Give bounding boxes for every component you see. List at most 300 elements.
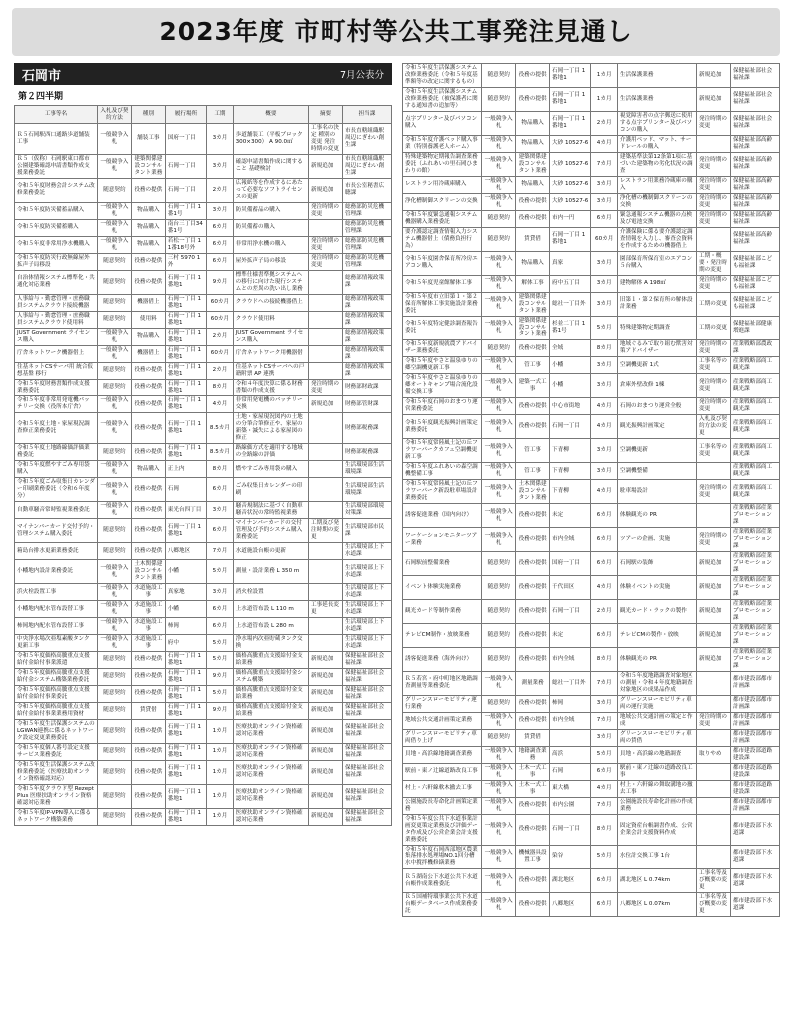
table-cell: 一般競争入札 [482, 152, 516, 176]
table-cell: 小幡 [550, 357, 591, 374]
table-cell: 9カ月 [207, 668, 233, 685]
table-cell: 介護保険に係る要介護認定調査情報を入力し、審査会資料を作成するための機器借上 [617, 227, 696, 251]
table-cell: 1カ月 [207, 808, 233, 825]
table-cell: 舗装工事 [131, 124, 165, 155]
table-cell: 8カ月 [207, 379, 233, 396]
table-cell: 一般競争入札 [482, 528, 516, 552]
table-cell: 測量業務 [516, 671, 550, 695]
table-cell [309, 345, 343, 362]
table-cell: 総務部防災危機管理課 [342, 202, 391, 219]
table-cell: 若松一丁目 11番18号外 [165, 236, 206, 253]
table-cell: 役務の提供 [516, 623, 550, 647]
column-header: 工期 [207, 106, 233, 124]
table-cell: 一般競争入札 [482, 357, 516, 374]
table-cell: 4カ月 [207, 396, 233, 413]
table-cell: 役務の提供 [131, 743, 165, 760]
table-cell: 一般競争入札 [482, 814, 516, 845]
table-cell: 新規追加 [309, 685, 343, 702]
right-column [402, 63, 780, 1018]
table-cell: 役務の提供 [516, 647, 550, 671]
table-cell: 水道施設工事 [131, 584, 165, 601]
table-cell: 石岡一丁目 1番地1 [165, 362, 206, 379]
table-cell: 石岡一丁目 1番地1 [165, 668, 206, 685]
table-cell: 保健福祉部高齢福祉課 [730, 210, 779, 227]
table-cell: 石岡一丁目 1番地1 [165, 379, 206, 396]
table-cell: 大砂 10527-6 [550, 152, 591, 176]
table-cell: 地籍調査業務 [516, 746, 550, 763]
table-cell: 石岡一丁目 1番地1 [165, 311, 206, 328]
table-cell: グリーンスローモビリティ車両借り上げ [403, 729, 482, 746]
table-cell: 保健福祉部健康増進課 [730, 316, 779, 340]
table-cell: 新規追加 [309, 668, 343, 685]
table-cell: 新規追加 [309, 784, 343, 808]
table-cell: Ｒ５湖南公下水道公共下水道台帳作成業務委託 [403, 869, 482, 893]
table-cell: クラウド使用料 [233, 311, 308, 328]
table-cell: 発注時期の変更 [309, 202, 343, 219]
table-row [403, 227, 780, 251]
table-cell: 新規追加 [309, 760, 343, 784]
table-cell: 中央浄水場次亜塩素酸タンク更新工事 [15, 635, 98, 652]
table-cell: 令和５年度非常用発電機バッテリー交換（役所本庁舎） [15, 396, 98, 413]
table-cell: 令和５年度石岡のおまつり運営業務委託 [403, 398, 482, 415]
table-cell: 産業戦略部商工観光課 [730, 480, 779, 504]
table-cell: 賃貸借 [516, 227, 550, 251]
table-cell [309, 294, 343, 311]
table-cell: 新規追加 [309, 396, 343, 413]
table-cell: 生活保護業務 [617, 87, 696, 111]
table-cell: 令和５年度価格高騰重点支援給付金給付事業業務用資材 [15, 702, 98, 719]
table-cell: 東光台四丁目 [165, 502, 206, 519]
table-cell: 南台三丁目34番1号 [165, 219, 206, 236]
table-cell: 非常用発電機のバッテリー交換 [233, 396, 308, 413]
table-row [403, 135, 780, 152]
table-cell: 国府一丁目 [550, 552, 591, 576]
table-cell [550, 729, 591, 746]
column-header: 履行場所 [165, 106, 206, 124]
table-cell: 石岡一丁目 1番地1 [165, 294, 206, 311]
table-cell: 体験イベントの実施 [617, 576, 696, 600]
table-cell: 3カ月 [207, 502, 233, 519]
table-row [15, 652, 392, 669]
city-header [14, 63, 392, 85]
table-cell [697, 504, 731, 528]
table-cell: 保健福祉部社会福祉課 [342, 652, 391, 669]
table-cell: 1カ月 [591, 87, 617, 111]
table-cell: マイナンバーカードの交付管理及び予約システム購入業務委託 [233, 519, 308, 543]
table-cell: 保健福祉部社会福祉課 [342, 685, 391, 702]
table-cell [309, 584, 343, 601]
table-cell: 生活環境部上下水道課 [342, 560, 391, 584]
table-cell: 駅前・東ノ辻線道路改良工事 [403, 763, 482, 780]
table-cell: 物品購入 [131, 328, 165, 345]
table-cell: 一般競争入札 [482, 135, 516, 152]
table-row [15, 154, 392, 178]
table-cell: 一般競争入札 [482, 111, 516, 135]
table-cell: 一般競争入札 [482, 845, 516, 869]
table-cell: 役務の提供 [516, 504, 550, 528]
table-cell: 市内全域 [550, 712, 591, 729]
table-cell: 発注時期の変更 [697, 111, 731, 135]
table-cell: 3カ月 [591, 439, 617, 463]
table-cell: 浜火栓設置工事 [15, 584, 98, 601]
table-cell: 一般競争入札 [97, 202, 131, 219]
table-cell: 水道施設工事 [131, 635, 165, 652]
table-cell: 随意契約 [482, 576, 516, 600]
table-cell: 工期の変更 [697, 292, 731, 316]
table-cell: 保健福祉部こども福祉課 [730, 292, 779, 316]
table-cell: 駐車場設計 [617, 480, 696, 504]
table-cell: 令和５年度価格高騰重点支援給付金給付事業委託 [15, 685, 98, 702]
table-cell: 小幡地内配水管布設替工事 [15, 601, 98, 618]
table-cell: 価格高騰重点支援給付金支給業務 [233, 685, 308, 702]
table-cell: 村上・六軒線軟木撤去工事 [403, 780, 482, 797]
table-cell: 石岡一丁目 [550, 599, 591, 623]
table-cell: 令和５年度ごみ収集日カレンダー印刷業務委託（令和６年度分） [15, 478, 98, 502]
table-row [403, 576, 780, 600]
table-cell: 特殊建築物定期報告調査業務委託（ふれあいの里石岡ひまわりの館） [403, 152, 482, 176]
table-cell: 4カ月 [591, 576, 617, 600]
table-cell: 6カ月 [591, 552, 617, 576]
table-cell: 一般競争入札 [97, 502, 131, 519]
table-cell: 下青柳 [550, 480, 591, 504]
table-cell: 1カ月 [207, 719, 233, 743]
table-cell: 随意契約 [482, 623, 516, 647]
table-cell: 人事給与・勤怠管理・庶務職員システムクラウド接続機器 [15, 294, 98, 311]
table-cell: 中心市街地 [550, 398, 591, 415]
table-cell: 令和５年度やさと温泉ゆりの郷オートキャンプ場合流化設備交換工事 [403, 374, 482, 398]
table-cell: 東大橋 [550, 780, 591, 797]
table-row [403, 780, 780, 797]
table-cell: 貝地・高浜線地籍調査業務 [403, 746, 482, 763]
table-cell: 固定資産台帳調書作成、公営企業会計支援資料作成 [617, 814, 696, 845]
table-cell: 役務の提供 [516, 552, 550, 576]
table-row [403, 439, 780, 463]
table-cell: 総社一丁目外 [550, 671, 591, 695]
table-cell: 随意契約 [97, 444, 131, 461]
table-cell: 石岡一丁目 1番地1 [550, 87, 591, 111]
table-cell: 令和５年度市立旧第１・第２保育所解体工事実施設計業務委託 [403, 292, 482, 316]
table-cell: 役務の提供 [131, 543, 165, 560]
table-cell: 6カ月 [207, 618, 233, 635]
table-cell: 6カ月 [207, 253, 233, 270]
table-cell: 保健福祉部社会福祉課 [342, 784, 391, 808]
table-cell: グリーンスローモビリティ車両の運行実施 [617, 695, 696, 712]
table-cell: 4カ月 [591, 415, 617, 439]
table-cell: 石岡一丁目 1番地1 [550, 227, 591, 251]
table-cell: 令和５年度やさと温泉ゆりの郷空調機更新工事 [403, 357, 482, 374]
table-cell: 箱島台排水更新業務委託 [15, 543, 98, 560]
table-cell: 都市建設部都市計画課 [730, 729, 779, 746]
table-cell: 大砂 10527-6 [550, 176, 591, 193]
table-cell: 産業戦略部商工観光課 [730, 357, 779, 374]
table-cell: 一般競争入札 [482, 763, 516, 780]
table-cell: 石岡一丁目 1番地1 [550, 64, 591, 88]
table-cell: 医療扶助オンライン資格確認対応業務 [233, 808, 308, 825]
left-table [14, 105, 392, 826]
table-cell: 7カ月 [591, 152, 617, 176]
table-cell: 空調機整備 [617, 463, 696, 480]
table-cell: 機器借上 [131, 345, 165, 362]
table-cell: 工事名の決定 種別の変更 発注時期の変更 [309, 124, 343, 155]
table-cell: 府中五丁目 [550, 275, 591, 292]
table-cell: 村上・六軒線の舞取溝地の撤去工事 [617, 780, 696, 797]
table-cell: 令和５年度観光振興計画策定業務委託 [403, 415, 482, 439]
table-cell: 観光カード等制作業務 [403, 599, 482, 623]
table-cell: 3カ月 [591, 357, 617, 374]
table-row [15, 270, 392, 294]
table-cell [309, 461, 343, 478]
table-cell: 8カ月 [591, 647, 617, 671]
table-cell: 随意契約 [97, 178, 131, 202]
table-cell: 土木関係建設コンサルタント業務 [131, 560, 165, 584]
table-cell: 1カ月 [207, 743, 233, 760]
table-cell: 工期・概要・発注時期の変更 [697, 251, 731, 275]
table-cell: 一般競争入札 [97, 345, 131, 362]
table-row [15, 743, 392, 760]
table-cell: 新規追加 [309, 808, 343, 825]
table-cell: 9カ月 [207, 702, 233, 719]
table-cell: 総務部情報政策課 [342, 311, 391, 328]
table-cell: 財務部財政課 [342, 379, 391, 396]
table-cell: 5カ月 [207, 652, 233, 669]
table-cell: 令和５年度非常用浄水機購入 [15, 236, 98, 253]
table-cell: 石岡 [550, 763, 591, 780]
table-cell: 都市建設部下水道課 [730, 845, 779, 869]
table-cell: 随意契約 [97, 270, 131, 294]
table-row [15, 702, 392, 719]
column-header: 種別 [131, 106, 165, 124]
table-cell: 価格高騰重点支援給付金支給業務 [233, 652, 308, 669]
table-cell: 一般競争入札 [482, 893, 516, 917]
table-row [403, 729, 780, 746]
table-row [15, 760, 392, 784]
table-cell: 役務の提供 [131, 270, 165, 294]
table-row [403, 746, 780, 763]
table-cell: 役務の提供 [131, 668, 165, 685]
table-cell: 石岡一丁目 1番地1 [165, 719, 206, 743]
table-cell: 一般競争入札 [482, 869, 516, 893]
table-cell: 新規追加 [697, 599, 731, 623]
table-row [15, 502, 392, 519]
table-cell: 役務の提供 [131, 444, 165, 461]
table-cell: 解体工事 [516, 275, 550, 292]
table-row [15, 413, 392, 444]
table-cell: 価格高騰重点支援給付金支給業務 [233, 702, 308, 719]
table-cell: 物品購入 [516, 111, 550, 135]
table-cell: 保健福祉部高齢福祉課 [730, 193, 779, 210]
table-cell: 公園施設長寿命化計画の作成業務 [617, 797, 696, 814]
table-cell: 令和５年度価格高騰重点支援給付金システム構築業務委託 [15, 668, 98, 685]
table-row [403, 869, 780, 893]
table-cell: 4カ月 [591, 480, 617, 504]
table-cell: 物品購入 [516, 251, 550, 275]
table-row [15, 202, 392, 219]
table-row [15, 444, 392, 461]
table-cell [309, 635, 343, 652]
table-cell: 随意契約 [97, 719, 131, 743]
table-row [403, 845, 780, 869]
table-row [403, 528, 780, 552]
table-cell [309, 543, 343, 560]
table-cell: 財務部管財課 [342, 396, 391, 413]
table-cell: 発注時期の変更 [697, 480, 731, 504]
table-cell: 視覚障害者の点字郵送に使用する点字プリンター及びパソコンの購入 [617, 111, 696, 135]
table-cell: テレビCMの製作・放映 [617, 623, 696, 647]
table-cell: 3カ月 [207, 124, 233, 155]
table-cell: 機器借上 [131, 294, 165, 311]
table-cell: 令和５年度防災備蓄品購入 [15, 202, 98, 219]
table-cell: 発注時期の変更 [697, 210, 731, 227]
table-cell: 浄化槽の機制御スクリーンの交換 [617, 193, 696, 210]
table-cell: 随意契約 [482, 227, 516, 251]
table-cell: 4カ月 [591, 398, 617, 415]
table-cell: 令和５年度IP-VPN導入に係るネットワーク構築業務 [15, 808, 98, 825]
table-cell: 6カ月 [591, 869, 617, 893]
table-cell: 新規追加 [697, 623, 731, 647]
table-cell: 随意契約 [97, 294, 131, 311]
table-cell: 都市建設部下水道課 [730, 814, 779, 845]
table-cell: クラウドへの接続機器借上 [233, 294, 308, 311]
table-row [15, 311, 392, 328]
table-cell: 7カ月 [207, 543, 233, 560]
table-cell: 令和５年度財務書類作成支援業務委託 [15, 379, 98, 396]
table-row [15, 808, 392, 825]
table-cell: 新規追加 [309, 702, 343, 719]
table-cell: 随意契約 [97, 784, 131, 808]
table-cell: 役務の提供 [516, 893, 550, 917]
table-cell: 一般競争入札 [482, 746, 516, 763]
table-cell: 役務の提供 [516, 576, 550, 600]
table-cell: 発注時期の変更 [697, 152, 731, 176]
table-cell: 令和５年度常陸風土記の丘フラワーパーク新設駐車場設計業務委託 [403, 480, 482, 504]
table-cell [697, 763, 731, 780]
table-cell: 5カ月 [207, 685, 233, 702]
table-cell: 一般競争入札 [97, 396, 131, 413]
table-cell: 産業戦略部農政課 [730, 340, 779, 357]
table-cell: 随意契約 [482, 695, 516, 712]
table-cell: 建築関係建設コンサルタント業務 [516, 152, 550, 176]
table-cell [697, 797, 731, 814]
table-cell: 令和４年度決算に係る財務書類の作成支援 [233, 379, 308, 396]
table-cell: 3カ月 [207, 154, 233, 178]
table-cell [697, 135, 731, 152]
table-cell: 役務の提供 [516, 193, 550, 210]
table-cell: 地域公共交通計画の策定と作成 [617, 712, 696, 729]
table-cell: 令和５年度生活保護システム改修業務委託（被保護者に関する通知書の追加等） [403, 87, 482, 111]
table-cell: 新規追加 [697, 576, 731, 600]
table-row [403, 671, 780, 695]
table-cell: 物品購入 [131, 202, 165, 219]
table-cell: 保健福祉部社会福祉課 [342, 702, 391, 719]
table-cell: 保健福祉部こども福祉課 [730, 251, 779, 275]
table-cell: 正上内 [165, 461, 206, 478]
table-cell: 随意契約 [482, 599, 516, 623]
table-row [15, 601, 392, 618]
table-cell [309, 502, 343, 519]
table-cell: 役務の提供 [516, 528, 550, 552]
table-cell: 保健福祉部社会福祉課 [342, 808, 391, 825]
table-cell: 発注時期の変更 [697, 193, 731, 210]
table-cell: 6カ月 [591, 893, 617, 917]
table-cell: 高浜 [550, 746, 591, 763]
table-cell: 役務の提供 [516, 415, 550, 439]
table-cell: 標準仕様書準拠システムへの移行に向けた現行システムとの差異の洗い出し業務 [233, 270, 308, 294]
table-cell: 都市建設部都市計画課 [730, 695, 779, 712]
table-cell: 真家 [550, 251, 591, 275]
table-row [15, 519, 392, 543]
table-cell: 広報紙等を作成するにあたって必要なソフトライセンスの更新 [233, 178, 308, 202]
column-header: 概要 [233, 106, 308, 124]
table-cell: 杉並二丁目 1番1号 [550, 316, 591, 340]
table-cell: 令和５年度地籍調査対象地区の測量・令和４年度地籍調査対象地区の成果品作成 [617, 671, 696, 695]
table-cell: 物品購入 [516, 135, 550, 152]
table-cell: 都市建設部下水道課 [730, 893, 779, 917]
table-cell: 住基ネットCSサーバ用 統合仮想基盤 移行 [15, 362, 98, 379]
table-cell: 随意契約 [97, 253, 131, 270]
table-cell: 自動車騒音常時監視業務委託 [15, 502, 98, 519]
table-cell: 5カ月 [591, 316, 617, 340]
table-cell: 石岡一丁目 1番地1 [550, 111, 591, 135]
table-cell: 一般競争入札 [97, 219, 131, 236]
table-cell [309, 328, 343, 345]
table-cell: 役務の提供 [131, 396, 165, 413]
table-cell: 3カ月 [207, 202, 233, 219]
table-cell: 保健福祉部高齢福祉課 [730, 176, 779, 193]
table-cell: 生活環境部環境対策課 [342, 502, 391, 519]
table-cell: 随意契約 [97, 379, 131, 396]
table-row [15, 635, 392, 652]
table-row [403, 64, 780, 88]
table-row [403, 374, 780, 398]
table-cell: 産業戦略部商工観光課 [730, 439, 779, 463]
table-cell: 4カ月 [591, 135, 617, 152]
table-cell: 八郷地区 [165, 543, 206, 560]
table-cell: 市長直轄組織駅周辺にぎわい創生課 [342, 124, 391, 155]
table-cell: 空調機更新 [617, 439, 696, 463]
table-cell: 一般競争入札 [97, 461, 131, 478]
table-cell: 3カ月 [591, 695, 617, 712]
table-cell: 都市建設部都市計画課 [730, 671, 779, 695]
table-cell: 役務の提供 [516, 210, 550, 227]
table-cell: 役務の提供 [516, 712, 550, 729]
table-cell: 柿岡 [165, 618, 206, 635]
table-cell: 石岡一丁目 [165, 154, 206, 178]
table-cell: 保健福祉部こども福祉課 [730, 275, 779, 292]
table-cell: 1カ月 [207, 760, 233, 784]
table-cell: 土木一式工事 [516, 763, 550, 780]
table-cell: 役務の提供 [131, 178, 165, 202]
table-cell: 公園施設長寿命化計画策定業務 [403, 797, 482, 814]
table-cell: 総務部情報政策課 [342, 294, 391, 311]
table-cell: 工事名等及び概要の変更 [697, 869, 731, 893]
right-table [402, 63, 780, 917]
table-cell: 医療扶助オンライン資格確認対応業務 [233, 784, 308, 808]
table-cell: 建築関係建設コンサルタント業務 [131, 154, 165, 178]
table-cell: 一般競争入札 [482, 374, 516, 398]
table-cell: 一般競争入札 [482, 712, 516, 729]
table-cell: 賃貸借 [516, 729, 550, 746]
table-cell: 石岡一丁目 [550, 415, 591, 439]
table-cell: 5カ月 [591, 845, 617, 869]
table-cell: 6カ月 [207, 478, 233, 502]
table-cell: 一般競争入札 [482, 671, 516, 695]
table-cell: JUST Government ライセンス購入 [233, 328, 308, 345]
table-cell: 石岡駅の装飾 [617, 552, 696, 576]
table-cell: 体験観光の PR [617, 647, 696, 671]
table-cell: 発注時期の変更 [697, 176, 731, 193]
table-cell [697, 780, 731, 797]
table-cell: 小幡地内設計業務委託 [15, 560, 98, 584]
